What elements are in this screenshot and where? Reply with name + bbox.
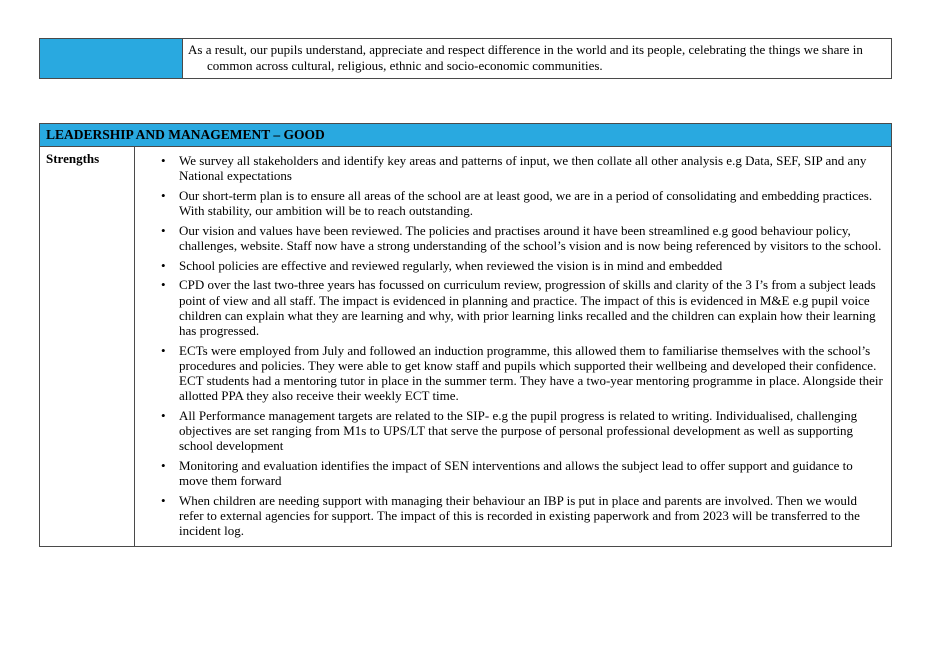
intro-label-cell: [40, 39, 183, 78]
strengths-row-label: Strengths: [40, 147, 135, 546]
strength-bullet-4: • School policies are effective and reviewed regularly, when reviewed the vision is in mind and embedded: [135, 258, 891, 273]
strength-bullet-5: • CPD over the last two-three years has focussed on curriculum review, progression of skills and clarity of the 3 I’s from a subject leads point of view and all staff. The impact is evidenced in planning and practice. The impact of this is evidenced in M&E e.g pupil voice children can explain what they are learning and why, with prior learning links recalled and the children can explain how their learning has progressed.: [135, 277, 891, 338]
strengths-content-cell: [135, 147, 891, 546]
strength-bullet-2: • Our short-term plan is to ensure all areas of the school are at least good, we are in a period of consolidating and embedding practices. With stability, our ambition will be to reach outstanding.: [135, 188, 891, 218]
leadership-table-body: [40, 147, 891, 546]
strengths-bullet-list: [135, 153, 891, 539]
intro-table: [39, 38, 892, 79]
strength-bullet-9: • When children are needing support with managing their behaviour an IBP is put in place and parents are involved. Then we would refer to external agencies for support. The impact of this is recorded in existing paperwork and from 2023 will be transferred to the incident log.: [135, 493, 891, 539]
leadership-management-table: [39, 123, 892, 547]
strength-bullet-8: • Monitoring and evaluation identifies the impact of SEN interventions and allows the subject lead to offer support and guidance to move them forward: [135, 458, 891, 488]
intro-text-cell: As a result, our pupils understand, appreciate and respect difference in the world and its people, celebrating the things we share in common across cultural, religious, ethnic and socio-economic communities.: [188, 42, 863, 73]
strength-bullet-6: • ECTs were employed from July and followed an induction programme, this allowed them to familiarise themselves with the school’s procedures and policies. They were able to get know staff and pupils which supported their wellbeing and developed their confidence. ECT students had a mentoring tutor in place in the summer term. They have a two-year mentoring programme in place. Alongside their allotted PPA they also receive their weekly ECT time.: [135, 343, 891, 404]
strength-bullet-1: • We survey all stakeholders and identify key areas and patterns of input, we then collate all other analysis e.g Data, SEF, SIP and any National expectations: [135, 153, 891, 183]
strength-bullet-7: • All Performance management targets are related to the SIP- e.g the pupil progress is related to writing. Individualised, challenging objectives are set ranging from M1s to UPS/LT that serve the purpose of personal professional development as well as supporting school development: [135, 408, 891, 454]
leadership-table-header: LEADERSHIP AND MANAGEMENT – GOOD: [40, 124, 891, 147]
strength-bullet-3: • Our vision and values have been reviewed. The policies and practises around it have been streamlined e.g good behaviour policy, challenges, website. Staff now have a strong understanding of the school’s vision and is now being referenced by visitors to the school.: [135, 223, 891, 253]
